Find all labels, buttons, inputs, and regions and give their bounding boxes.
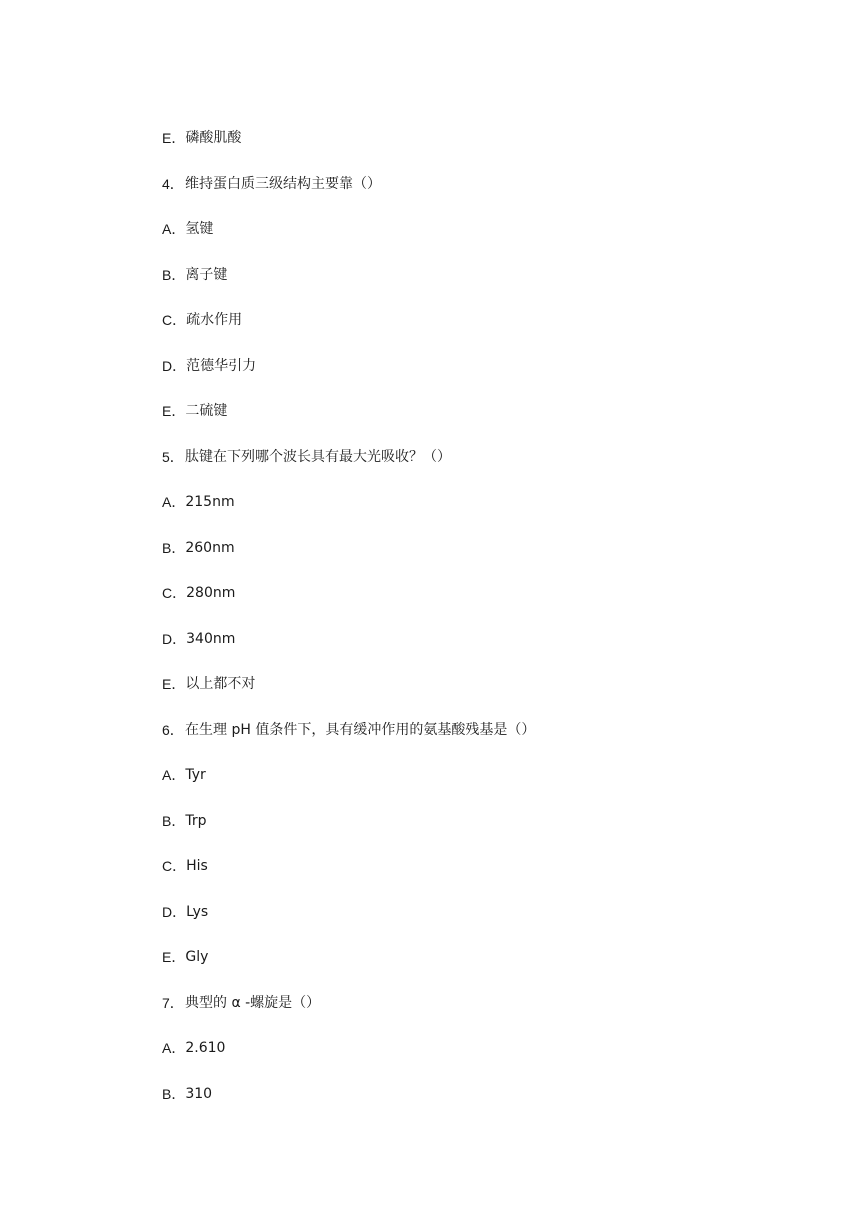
document-body bbox=[162, 126, 762, 1127]
option-line bbox=[162, 399, 762, 445]
option-line bbox=[162, 763, 762, 809]
item-label: C． bbox=[162, 585, 187, 601]
item-text: 340nm bbox=[186, 630, 236, 647]
option-line bbox=[162, 854, 762, 900]
item-label: B． bbox=[162, 539, 186, 556]
option-line bbox=[162, 627, 762, 673]
item-label: 7． bbox=[162, 994, 184, 1011]
item-text: Gly bbox=[185, 949, 209, 965]
item-text: Trp bbox=[185, 812, 207, 829]
item-text: 维持蛋白质三级结构主要靠（） bbox=[185, 175, 381, 192]
option-line bbox=[162, 490, 762, 536]
item-label: A． bbox=[162, 494, 186, 510]
option-line bbox=[162, 672, 762, 718]
option-line bbox=[162, 308, 762, 354]
item-label: B． bbox=[162, 1085, 186, 1102]
item-text: 离子键 bbox=[185, 266, 228, 283]
option-line bbox=[162, 809, 762, 855]
item-text: 280nm bbox=[186, 585, 236, 601]
item-label: C． bbox=[162, 858, 187, 874]
option-line bbox=[162, 263, 762, 309]
item-label: 5． bbox=[162, 448, 184, 465]
item-label: 4． bbox=[162, 175, 184, 192]
item-text: His bbox=[186, 858, 208, 874]
option-line bbox=[162, 581, 762, 627]
item-text: 疏水作用 bbox=[186, 312, 243, 328]
item-text: Lys bbox=[186, 903, 209, 920]
item-label: B． bbox=[162, 266, 186, 283]
question-line bbox=[162, 991, 762, 1037]
item-text: 肽键在下列哪个波长具有最大光吸收？（） bbox=[185, 448, 451, 465]
option-line bbox=[162, 900, 762, 946]
option-line bbox=[162, 1036, 762, 1082]
option-line bbox=[162, 945, 762, 991]
option-line bbox=[162, 217, 762, 263]
item-label: B． bbox=[162, 812, 186, 829]
item-text: 310 bbox=[185, 1085, 213, 1102]
option-line bbox=[162, 536, 762, 582]
item-text: 典型的 α -螺旋是（） bbox=[185, 994, 321, 1011]
question-line bbox=[162, 445, 762, 491]
option-line bbox=[162, 1082, 762, 1128]
item-label: E． bbox=[162, 403, 186, 419]
item-text: Tyr bbox=[185, 767, 206, 783]
question-line bbox=[162, 172, 762, 218]
option-line bbox=[162, 126, 762, 172]
item-label: D． bbox=[162, 630, 187, 647]
item-text: 以上都不对 bbox=[185, 676, 256, 692]
item-label: E． bbox=[162, 676, 186, 692]
item-text: 范德华引力 bbox=[186, 357, 257, 374]
item-label: D． bbox=[162, 903, 187, 920]
item-text: 磷酸肌酸 bbox=[185, 130, 242, 146]
item-label: A． bbox=[162, 221, 186, 237]
item-label: E． bbox=[162, 130, 186, 146]
item-text: 260nm bbox=[185, 539, 235, 556]
item-text: 氢键 bbox=[185, 221, 214, 237]
item-label: A． bbox=[162, 767, 186, 783]
item-label: 6． bbox=[162, 721, 184, 738]
item-text: 在生理 pH 值条件下，具有缓冲作用的氨基酸残基是（） bbox=[185, 721, 536, 738]
item-text: 215nm bbox=[185, 494, 235, 510]
item-label: A． bbox=[162, 1040, 186, 1056]
item-label: E． bbox=[162, 949, 186, 965]
item-label: C． bbox=[162, 312, 187, 328]
item-text: 2.610 bbox=[185, 1040, 226, 1056]
question-line bbox=[162, 718, 762, 764]
option-line bbox=[162, 354, 762, 400]
item-label: D． bbox=[162, 357, 187, 374]
item-text: 二硫键 bbox=[185, 403, 228, 419]
